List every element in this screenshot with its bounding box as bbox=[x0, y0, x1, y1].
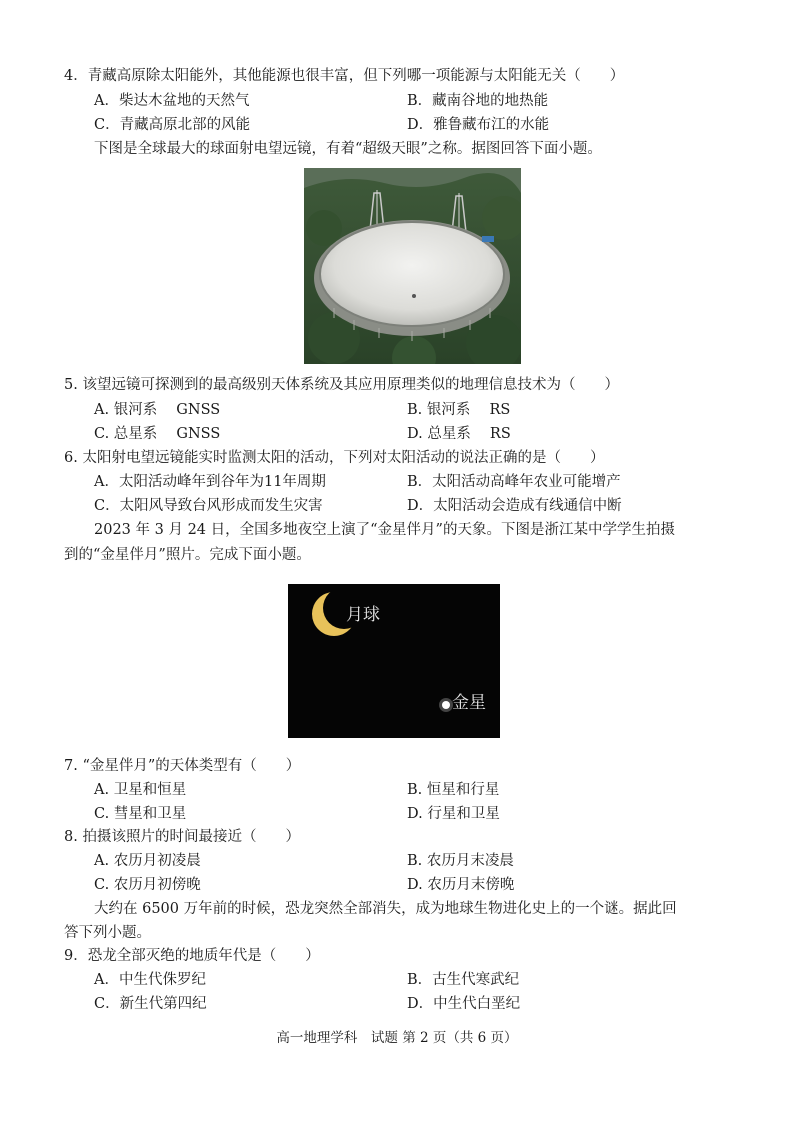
question-5-option-a: A. 银河系 GNSS bbox=[94, 402, 221, 418]
question-4-stem: 4．青藏高原除太阳能外，其他能源也很丰富，但下列哪一项能源与太阳能无关（ ） bbox=[64, 68, 625, 84]
question-9-stem: 9．恐龙全部灭绝的地质年代是（ ） bbox=[64, 948, 320, 964]
question-7-option-b: B. 恒星和行星 bbox=[407, 782, 500, 798]
venus-label: 金星 bbox=[452, 693, 486, 713]
question-9-option-b: B．古生代寒武纪 bbox=[407, 972, 520, 988]
fast-telescope-photo bbox=[304, 168, 521, 364]
page-footer: 高一地理学科 试题 第 2 页（共 6 页） bbox=[276, 1030, 518, 1046]
question-7-option-d: D. 行星和卫星 bbox=[407, 806, 500, 822]
intro-dino-line-1: 大约在 6500 万年前的时候，恐龙突然全部消失，成为地球生物进化史上的一个谜。据此回 bbox=[94, 901, 677, 917]
question-4-option-d: D．雅鲁藏布江的水能 bbox=[407, 117, 550, 133]
question-9-option-d: D．中生代白垩纪 bbox=[407, 996, 521, 1012]
question-5-option-c: C. 总星系 GNSS bbox=[94, 426, 221, 442]
question-7-stem: 7. “金星伴月”的天体类型有（ ） bbox=[64, 758, 301, 774]
question-8-option-d: D. 农历月末傍晚 bbox=[407, 877, 515, 893]
question-8-stem: 8. 拍摄该照片的时间最接近（ ） bbox=[64, 829, 300, 845]
question-5-option-d: D. 总星系 RS bbox=[407, 426, 511, 442]
question-4-option-a: A．柴达木盆地的天然气 bbox=[94, 93, 250, 109]
question-4-option-b: B．藏南谷地的地热能 bbox=[407, 93, 549, 109]
fast-telescope-illustration bbox=[304, 168, 521, 364]
question-6-option-a: A．太阳活动峰年到谷年为11年周期 bbox=[94, 474, 326, 490]
question-7-option-c: C. 彗星和卫星 bbox=[94, 806, 187, 822]
question-5-option-b: B. 银河系 RS bbox=[407, 402, 511, 418]
intro-dino-line-2: 答下列小题。 bbox=[64, 925, 151, 941]
intro-venus-line-2: 到的“金星伴月”照片。完成下面小题。 bbox=[64, 547, 311, 563]
venus-moon-photo bbox=[288, 584, 500, 738]
intro-venus-line-1: 2023 年 3 月 24 日，全国多地夜空上演了“金星伴月”的天象。下图是浙江某中学学生拍摄 bbox=[94, 522, 675, 538]
moon-label: 月球 bbox=[346, 605, 380, 625]
question-6-option-d: D．太阳活动会造成有线通信中断 bbox=[407, 498, 622, 514]
question-5-stem: 5. 该望远镜可探测到的最高级别天体系统及其应用原理类似的地理信息技术为（ ） bbox=[64, 377, 619, 393]
question-9-option-a: A．中生代侏罗纪 bbox=[94, 972, 206, 988]
question-6-stem: 6. 太阳射电望远镜能实时监测太阳的活动，下列对太阳活动的说法正确的是（ ） bbox=[64, 450, 605, 466]
question-6-option-b: B．太阳活动高峰年农业可能增产 bbox=[407, 474, 621, 490]
question-6-option-c: C．太阳风导致台风形成而发生灾害 bbox=[94, 498, 323, 514]
question-9-option-c: C．新生代第四纪 bbox=[94, 996, 207, 1012]
question-7-option-a: A. 卫星和恒星 bbox=[94, 782, 187, 798]
question-4-option-c: C．青藏高原北部的风能 bbox=[94, 117, 251, 133]
question-8-option-a: A. 农历月初凌晨 bbox=[94, 853, 201, 869]
intro-fast-telescope: 下图是全球最大的球面射电望远镜，有着“超级天眼”之称。据图回答下面小题。 bbox=[94, 141, 602, 157]
question-8-option-c: C. 农历月初傍晚 bbox=[94, 877, 201, 893]
question-8-option-b: B. 农历月末凌晨 bbox=[407, 853, 514, 869]
crescent-moon-icon bbox=[288, 584, 500, 738]
